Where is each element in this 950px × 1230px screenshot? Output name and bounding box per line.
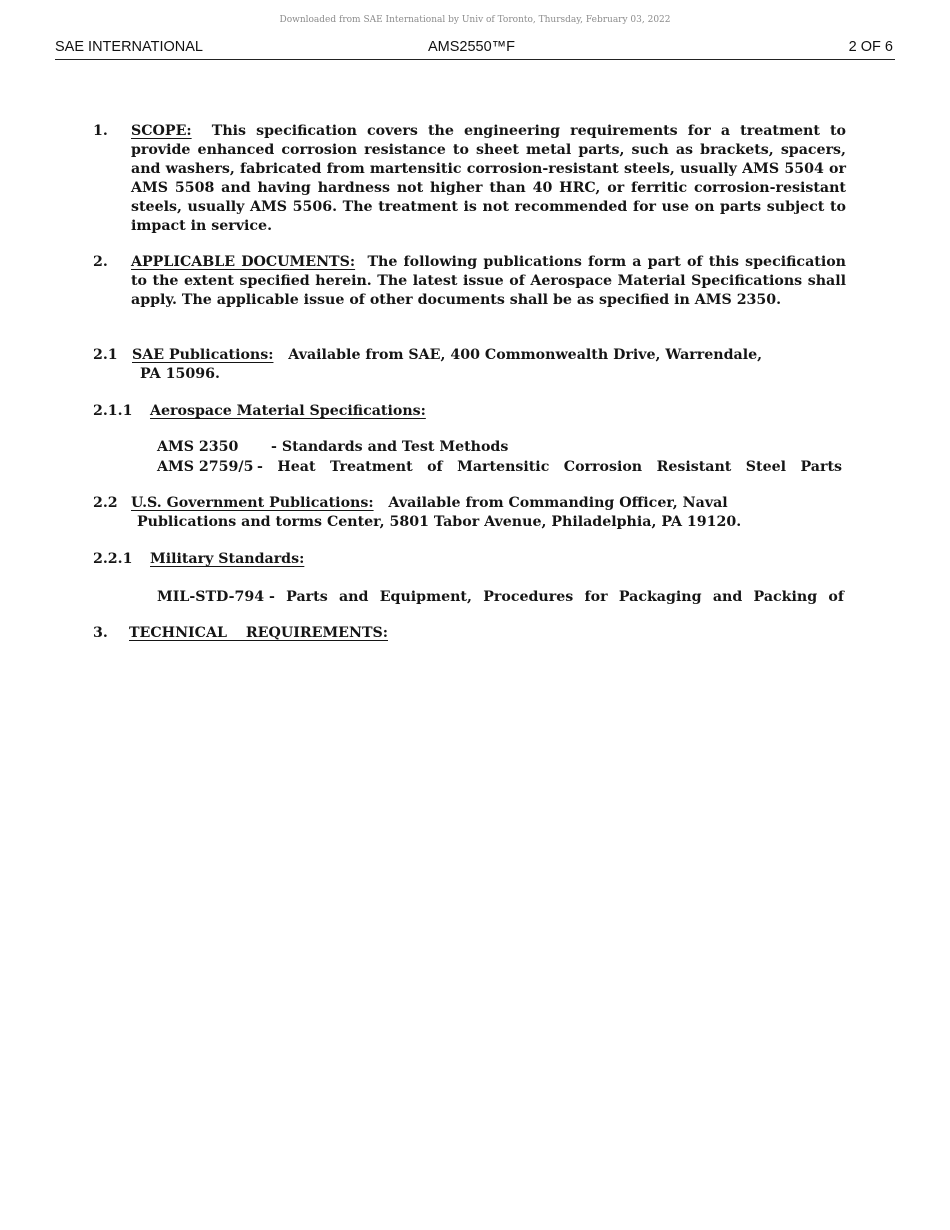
section-text: This specification covers the engineering requirements for a treatment to provide enhanced corrosion resistance to sheet metal parts, such as brackets, spacers, and washers, fabricated from martensitic corrosion-resistant steels, usually AMS 5504 or AMS 5508 and having hardness not higher than 40 HRC, or ferritic corrosion-resistant steels, usually AMS 5506. The treatment is not recommended for use on parts subject to impact in service. [131,123,846,234]
section-heading: SCOPE: [131,123,192,139]
section-content [131,122,846,236]
reference-description: - Heat Treatment of Martensitic Corrosion Resistant Steel Parts [257,459,842,475]
section-content [129,624,729,643]
reference-description: - Standards and Test Methods [271,439,509,455]
list-item [157,458,847,478]
section-us-government-publications [93,494,848,534]
section-number: 2.2 [93,495,118,511]
section-content [150,402,750,421]
list-item [157,588,847,608]
section-text-line: PA 15096. [140,366,220,382]
section-technical-requirements [93,624,848,644]
section-content [150,550,750,569]
section-content [132,346,827,384]
section-heading: Aerospace Material Specifications: [150,403,426,419]
page-header [55,39,895,60]
section-heading: TECHNICAL REQUIREMENTS: [129,625,388,641]
reference-code: AMS 2759/5 [157,459,254,475]
section-number: 2.2.1 [93,551,133,567]
section-heading: SAE Publications: [132,347,274,363]
section-content [131,253,846,310]
section-text-line: Available from SAE, 400 Commonwealth Drive, Warrendale, [288,347,763,363]
section-number: 1. [93,123,108,139]
section-number: 2.1.1 [93,403,133,419]
section-text-line: Publications and torms Center, 5801 Tabor Avenue, Philadelphia, PA 19120. [137,514,742,530]
reference-code: AMS 2350 [157,439,239,455]
reference-description: - Parts and Equipment, Procedures for Packaging and Packing of [269,589,844,605]
reference-code: MIL-STD-794 [157,589,265,605]
section-sae-publications [93,346,848,386]
section-number: 3. [93,625,108,641]
section-applicable-documents [93,253,848,333]
section-heading: APPLICABLE DOCUMENTS: [131,254,356,270]
section-number: 2. [93,254,108,270]
download-note: Downloaded from SAE International by Univ of Toronto, Thursday, February 03, 2022 [279,15,671,25]
section-military-standards [93,550,848,570]
military-reference-list [157,588,847,608]
section-content [131,494,821,532]
ams-reference-list [157,438,847,478]
list-item [157,438,847,458]
header-page-number: 2 OF 6 [848,39,893,55]
section-heading: Military Standards: [150,551,305,567]
section-scope [93,122,848,240]
section-heading: U.S. Government Publications: [131,495,374,511]
header-organization: SAE INTERNATIONAL [55,39,203,55]
section-text: The following publications form a part of this specification to the extent specified herein. The latest issue of Aerospace Material Specifications shall apply. The applicable issue of other documents shall be as specified in AMS 2350. [131,254,846,308]
section-ams-specifications [93,402,848,422]
section-text-line: Available from Commanding Officer, Naval [388,495,728,511]
section-number: 2.1 [93,347,118,363]
header-document-number: AMS2550™F [428,39,516,55]
